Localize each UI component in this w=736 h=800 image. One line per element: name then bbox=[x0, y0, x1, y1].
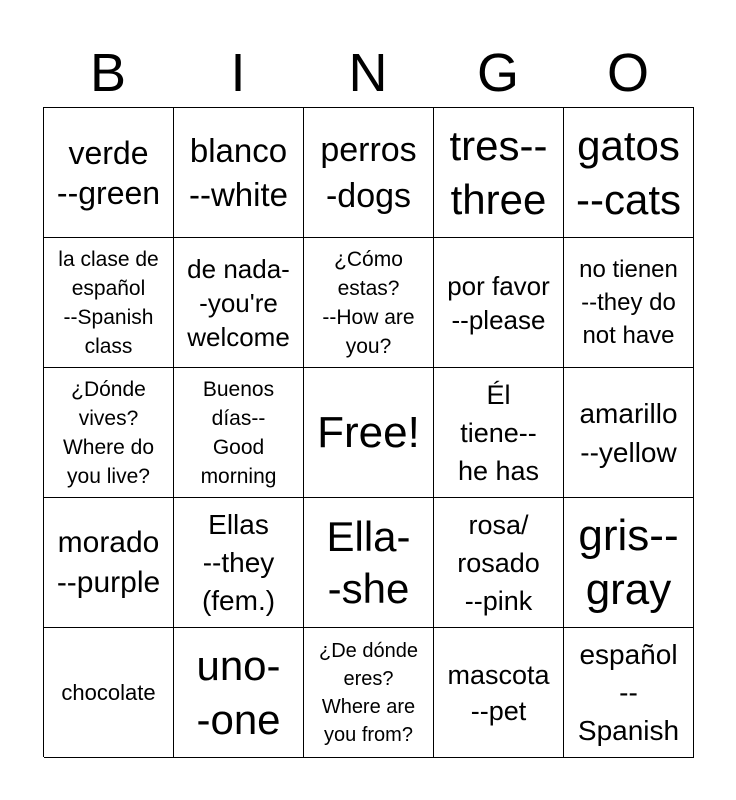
cell-text: ¿Cómo estas? --How are you? bbox=[322, 247, 415, 358]
free-space[interactable] bbox=[304, 368, 434, 498]
bingo-card bbox=[43, 107, 694, 757]
bingo-cell[interactable] bbox=[564, 368, 694, 498]
cell-text: perros -dogs bbox=[320, 130, 417, 215]
cell-text: gris-- gray bbox=[578, 510, 679, 614]
bingo-cell[interactable] bbox=[44, 628, 174, 758]
bingo-cell[interactable] bbox=[434, 628, 564, 758]
cell-text: Buenos días-- Good morning bbox=[200, 377, 277, 488]
bingo-cell[interactable] bbox=[174, 498, 304, 628]
cell-text: mascota --pet bbox=[447, 659, 550, 726]
bingo-cell[interactable] bbox=[44, 238, 174, 368]
bingo-cell[interactable] bbox=[434, 498, 564, 628]
bingo-cell[interactable] bbox=[304, 628, 434, 758]
cell-text: ¿De dónde eres? Where are you from? bbox=[319, 639, 418, 746]
cell-text: uno- -one bbox=[196, 641, 281, 743]
header-letter-o: O bbox=[606, 43, 649, 103]
bingo-cell[interactable] bbox=[44, 368, 174, 498]
header-letter-b: B bbox=[89, 43, 127, 103]
bingo-cell[interactable] bbox=[304, 238, 434, 368]
cell-text: español -- Spanish bbox=[577, 638, 680, 746]
bingo-cell[interactable] bbox=[44, 498, 174, 628]
bingo-cell[interactable] bbox=[304, 498, 434, 628]
bingo-header bbox=[43, 42, 693, 104]
cell-text: amarillo --yellow bbox=[579, 397, 678, 468]
cell-text: por favor --please bbox=[447, 270, 550, 335]
cell-text: la clase de español --Spanish class bbox=[58, 247, 159, 358]
bingo-cell[interactable] bbox=[174, 628, 304, 758]
cell-text: Free! bbox=[317, 407, 420, 457]
header-letter-i: I bbox=[230, 43, 246, 103]
cell-text: rosa/ rosado --pink bbox=[457, 509, 540, 616]
bingo-cell[interactable] bbox=[174, 238, 304, 368]
bingo-cell[interactable] bbox=[434, 108, 564, 238]
bingo-cell[interactable] bbox=[564, 628, 694, 758]
bingo-cell[interactable] bbox=[564, 238, 694, 368]
bingo-cell[interactable] bbox=[434, 238, 564, 368]
cell-text: tres-- three bbox=[449, 121, 548, 223]
cell-text: de nada- -you're welcome bbox=[187, 253, 290, 352]
cell-text: chocolate bbox=[61, 679, 156, 705]
cell-text: gatos --cats bbox=[576, 121, 681, 223]
bingo-cell[interactable] bbox=[564, 498, 694, 628]
cell-text: no tienen --they do not have bbox=[579, 256, 678, 349]
cell-text: ¿Dónde vives? Where do you live? bbox=[62, 377, 155, 488]
cell-text: Ella- -she bbox=[326, 512, 411, 612]
cell-text: Él tiene-- he has bbox=[457, 379, 540, 486]
bingo-cell[interactable] bbox=[304, 108, 434, 238]
cell-text: morado --purple bbox=[56, 525, 161, 599]
bingo-cell[interactable] bbox=[44, 108, 174, 238]
header-letter-g: G bbox=[476, 43, 519, 103]
bingo-cell[interactable] bbox=[174, 368, 304, 498]
bingo-cell[interactable] bbox=[564, 108, 694, 238]
cell-text: blanco --white bbox=[188, 131, 289, 213]
bingo-cell[interactable] bbox=[434, 368, 564, 498]
bingo-cell[interactable] bbox=[174, 108, 304, 238]
header-letter-n: N bbox=[348, 43, 388, 103]
cell-text: Ellas --they (fem.) bbox=[201, 508, 276, 616]
cell-text: verde --green bbox=[56, 134, 161, 211]
